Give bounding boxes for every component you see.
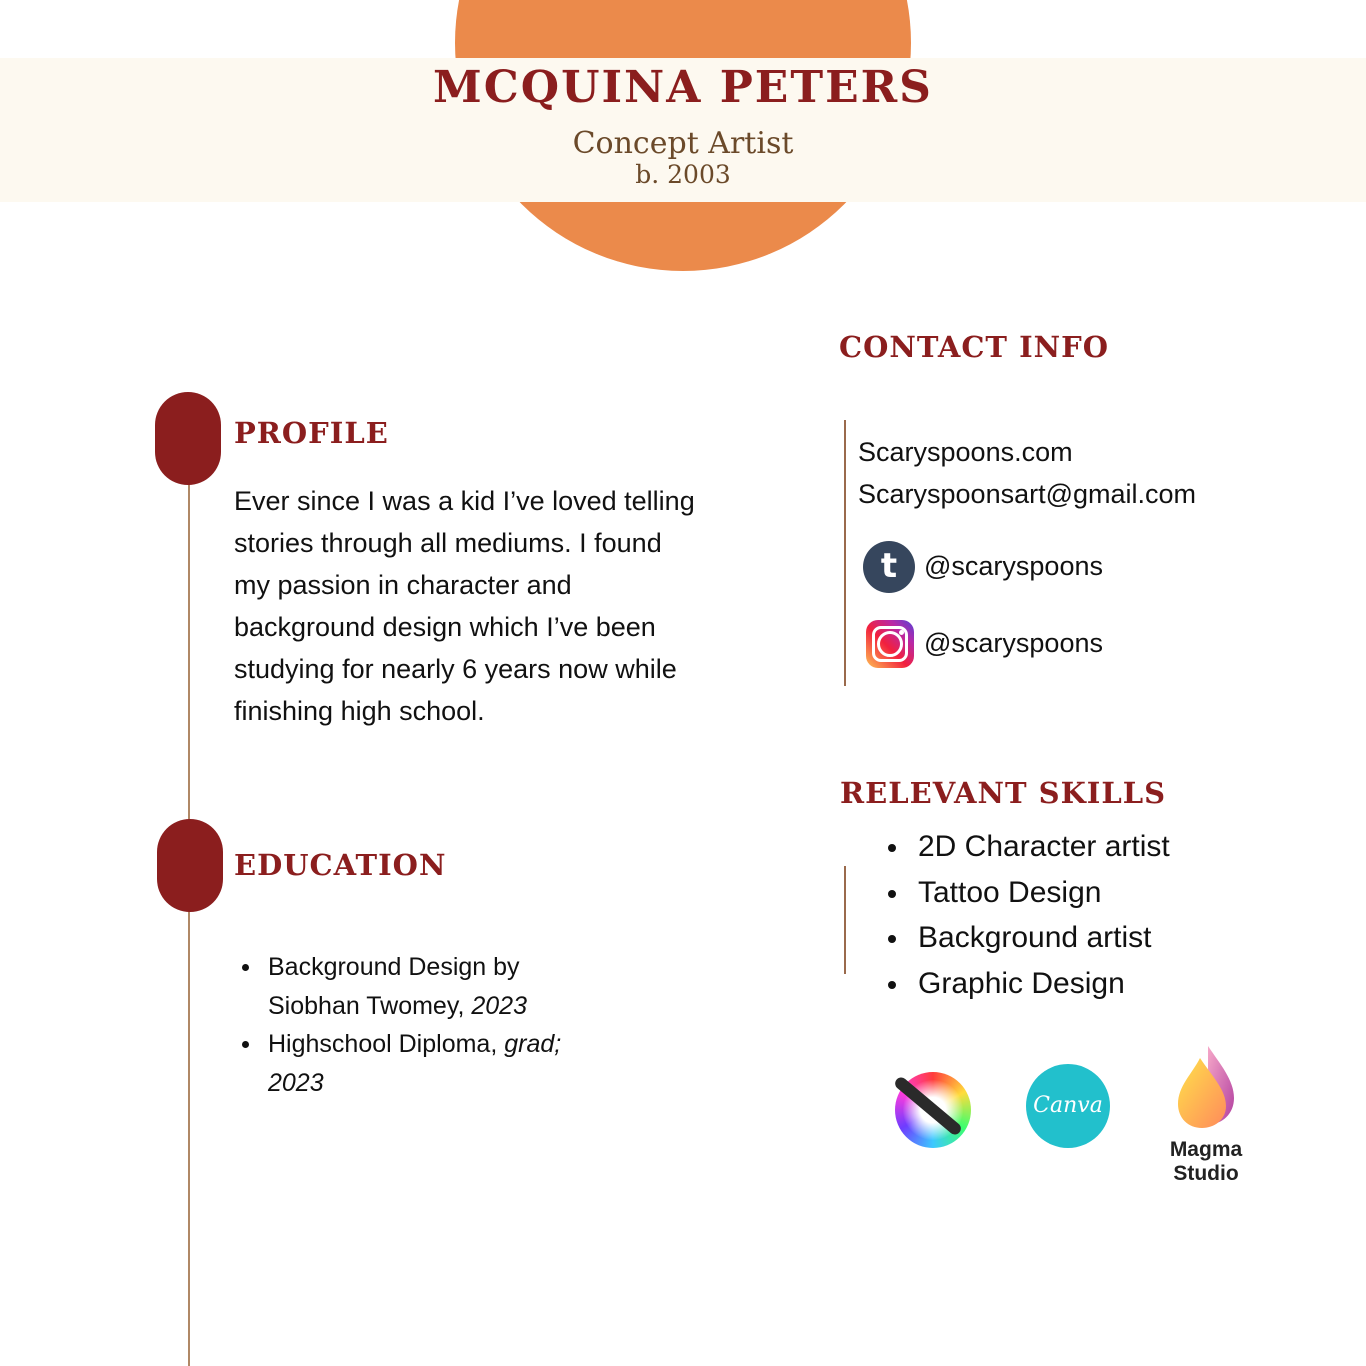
education-item [242,1025,602,1102]
canva-logo-icon: Canva [1026,1064,1110,1148]
magma-studio-label: Magma Studio [1169,1138,1243,1185]
skills-list [886,824,1170,1006]
tumblr-handle[interactable]: @scaryspoons [924,551,1103,581]
krita-logo-icon [895,1072,971,1148]
email-link[interactable]: Scaryspoonsart@gmail.com [858,479,1197,509]
skill-item: Background artist [886,915,1170,961]
education-item [242,948,602,1025]
profile-text: Ever since I was a kid I’ve loved telling stories through all mediums. I found my passion in character and background design which I’ve been studying for nearly 6 years now while finishing high school. [234,486,695,726]
education-item-year: 2023 [471,991,527,1020]
website-link[interactable]: Scaryspoons.com [858,437,1073,467]
education-item-text: Highschool Diploma, [268,1030,505,1058]
job-title: Concept Artist [572,126,794,161]
education-item-year: grad; 2023 [268,1030,562,1097]
birth-year: b. 2003 [635,160,731,189]
person-name: MCQUINA PETERS [433,62,933,113]
instagram-handle[interactable]: @scaryspoons [924,628,1103,658]
profile-heading: PROFILE [234,416,389,450]
education-list [242,948,602,1102]
skill-item: Tattoo Design [886,870,1170,916]
education-heading: EDUCATION [234,848,447,882]
skills-divider [844,866,846,974]
skills-heading: RELEVANT SKILLS [840,776,1167,810]
instagram-icon [866,620,914,668]
contact-heading: CONTACT INFO [839,330,1110,364]
magma-logo-icon [1170,1044,1242,1132]
profile-timeline-marker [155,392,221,485]
skill-item: Graphic Design [886,961,1170,1007]
contact-divider [844,420,846,686]
tumblr-icon: t [863,541,915,593]
skill-item: 2D Character artist [886,824,1170,870]
education-timeline-marker [157,819,223,912]
education-item-text: Background Design by Siobhan Twomey, [268,953,520,1020]
